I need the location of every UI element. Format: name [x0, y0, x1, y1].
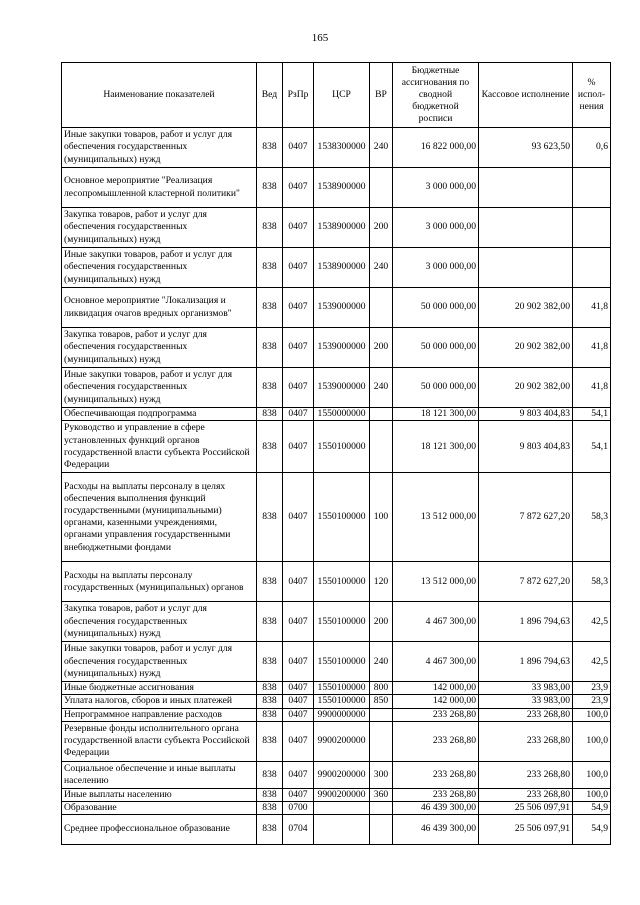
cell-csr: 1550100000: [314, 682, 370, 695]
cell-assignments: 50 000 000,00: [393, 368, 479, 408]
cell-name: Иные закупки товаров, работ и услуг для обеспечения государственных (муниципальных) нужд: [62, 642, 257, 682]
table-row: [62, 761, 611, 788]
cell-ved: 838: [257, 708, 283, 721]
table-row: [62, 708, 611, 721]
cell-ved: 838: [257, 602, 283, 642]
cell-cash-execution: 233 268,80: [479, 708, 573, 721]
cell-vr: [370, 708, 393, 721]
cell-assignments: 233 268,80: [393, 761, 479, 788]
cell-rzpr: 0407: [283, 562, 314, 602]
table-row: [62, 168, 611, 208]
cell-ved: 838: [257, 368, 283, 408]
header-assignments: Бюджетные ассигнования по сводной бюджетной росписи: [393, 63, 479, 128]
cell-name: Закупка товаров, работ и услуг для обеспечения государственных (муниципальных) нужд: [62, 602, 257, 642]
cell-csr: 1539000000: [314, 288, 370, 328]
cell-cash-execution: 25 506 097,91: [479, 815, 573, 845]
cell-cash-execution: [479, 168, 573, 208]
cell-cash-execution: 33 983,00: [479, 695, 573, 708]
header-percent: % испол-нения: [573, 63, 611, 128]
table-row: [62, 328, 611, 368]
cell-cash-execution: 20 902 382,00: [479, 328, 573, 368]
cell-rzpr: 0407: [283, 695, 314, 708]
cell-vr: [370, 168, 393, 208]
cell-assignments: 4 467 300,00: [393, 602, 479, 642]
cell-cash-execution: 20 902 382,00: [479, 288, 573, 328]
cell-name: Закупка товаров, работ и услуг для обеспечения государственных (муниципальных) нужд: [62, 208, 257, 248]
header-name: Наименование показателей: [62, 63, 257, 128]
cell-vr: 300: [370, 761, 393, 788]
cell-cash-execution: 93 623,50: [479, 128, 573, 168]
cell-rzpr: 0407: [283, 368, 314, 408]
table-row: [62, 421, 611, 473]
cell-rzpr: 0407: [283, 248, 314, 288]
cell-name: Основное мероприятие "Реализация лесопромышленной кластерной политики": [62, 168, 257, 208]
cell-ved: 838: [257, 473, 283, 562]
page-number: 165: [311, 32, 329, 44]
cell-name: Руководство и управление в сфере установленных функций органов государственной власти субъекта Российской Федерации: [62, 421, 257, 473]
cell-assignments: 233 268,80: [393, 708, 479, 721]
cell-vr: 800: [370, 682, 393, 695]
table-row: [62, 695, 611, 708]
cell-assignments: 13 512 000,00: [393, 473, 479, 562]
cell-name: Иные бюджетные ассигнования: [62, 682, 257, 695]
cell-rzpr: 0407: [283, 288, 314, 328]
table-row: [62, 721, 611, 761]
cell-percent: 42,5: [573, 602, 611, 642]
cell-name: Закупка товаров, работ и услуг для обеспечения государственных (муниципальных) нужд: [62, 328, 257, 368]
cell-assignments: 142 000,00: [393, 695, 479, 708]
cell-csr: 9900200000: [314, 788, 370, 801]
cell-cash-execution: 9 803 404,83: [479, 421, 573, 473]
cell-percent: 41,8: [573, 328, 611, 368]
cell-rzpr: 0407: [283, 761, 314, 788]
cell-csr: 1550100000: [314, 562, 370, 602]
cell-name: Непрограммное направление расходов: [62, 708, 257, 721]
cell-percent: 54,1: [573, 408, 611, 421]
table-row: [62, 208, 611, 248]
cell-percent: 100,0: [573, 788, 611, 801]
cell-csr: 1550100000: [314, 695, 370, 708]
cell-csr: 1538900000: [314, 168, 370, 208]
cell-csr: 1550100000: [314, 642, 370, 682]
table-row: [62, 368, 611, 408]
cell-cash-execution: 33 983,00: [479, 682, 573, 695]
cell-ved: 838: [257, 248, 283, 288]
cell-csr: [314, 801, 370, 814]
header-row: [62, 63, 611, 128]
cell-ved: 838: [257, 421, 283, 473]
cell-rzpr: 0407: [283, 473, 314, 562]
cell-cash-execution: 7 872 627,20: [479, 562, 573, 602]
cell-assignments: 18 121 300,00: [393, 421, 479, 473]
cell-name: Социальное обеспечение и иные выплаты населению: [62, 761, 257, 788]
cell-vr: 240: [370, 368, 393, 408]
cell-assignments: 3 000 000,00: [393, 208, 479, 248]
cell-percent: 100,0: [573, 761, 611, 788]
cell-percent: [573, 248, 611, 288]
table-row: [62, 602, 611, 642]
cell-csr: 1538300000: [314, 128, 370, 168]
cell-vr: 240: [370, 248, 393, 288]
cell-rzpr: 0407: [283, 421, 314, 473]
cell-csr: [314, 815, 370, 845]
cell-name: Обеспечивающая подпрограмма: [62, 408, 257, 421]
table-row: [62, 642, 611, 682]
cell-percent: 100,0: [573, 721, 611, 761]
table-row: [62, 128, 611, 168]
cell-vr: [370, 801, 393, 814]
cell-rzpr: 0407: [283, 408, 314, 421]
cell-assignments: 13 512 000,00: [393, 562, 479, 602]
cell-rzpr: 0700: [283, 801, 314, 814]
cell-csr: 9900200000: [314, 761, 370, 788]
cell-rzpr: 0407: [283, 788, 314, 801]
cell-rzpr: 0407: [283, 682, 314, 695]
table-row: [62, 288, 611, 328]
cell-csr: 1539000000: [314, 368, 370, 408]
cell-vr: 240: [370, 128, 393, 168]
cell-cash-execution: 7 872 627,20: [479, 473, 573, 562]
cell-assignments: 3 000 000,00: [393, 248, 479, 288]
cell-rzpr: 0407: [283, 721, 314, 761]
cell-csr: 1538900000: [314, 248, 370, 288]
cell-ved: 838: [257, 801, 283, 814]
cell-cash-execution: 233 268,80: [479, 721, 573, 761]
cell-percent: [573, 168, 611, 208]
cell-assignments: 233 268,80: [393, 788, 479, 801]
table-row: [62, 408, 611, 421]
cell-name: Резервные фонды исполнительного органа государственной власти субъекта Российской Федерации: [62, 721, 257, 761]
cell-percent: 58,3: [573, 562, 611, 602]
cell-name: Иные выплаты населению: [62, 788, 257, 801]
cell-rzpr: 0407: [283, 208, 314, 248]
cell-cash-execution: 1 896 794,63: [479, 602, 573, 642]
cell-csr: 1550100000: [314, 473, 370, 562]
cell-assignments: 233 268,80: [393, 721, 479, 761]
cell-ved: 838: [257, 408, 283, 421]
cell-name: Расходы на выплаты персоналу государственных (муниципальных) органов: [62, 562, 257, 602]
cell-vr: [370, 721, 393, 761]
cell-percent: 100,0: [573, 708, 611, 721]
header-vr: ВР: [370, 63, 393, 128]
cell-ved: 838: [257, 721, 283, 761]
cell-cash-execution: 20 902 382,00: [479, 368, 573, 408]
cell-vr: 200: [370, 208, 393, 248]
cell-percent: 54,9: [573, 815, 611, 845]
cell-ved: 838: [257, 168, 283, 208]
cell-percent: 54,9: [573, 801, 611, 814]
cell-percent: 41,8: [573, 288, 611, 328]
cell-rzpr: 0407: [283, 602, 314, 642]
cell-assignments: 18 121 300,00: [393, 408, 479, 421]
cell-name: Иные закупки товаров, работ и услуг для обеспечения государственных (муниципальных) нужд: [62, 248, 257, 288]
cell-assignments: 3 000 000,00: [393, 168, 479, 208]
cell-csr: 1550000000: [314, 408, 370, 421]
cell-percent: 42,5: [573, 642, 611, 682]
cell-csr: 1550100000: [314, 602, 370, 642]
cell-percent: 41,8: [573, 368, 611, 408]
header-rzpr: РзПр: [283, 63, 314, 128]
cell-percent: [573, 208, 611, 248]
cell-ved: 838: [257, 208, 283, 248]
cell-percent: 23,9: [573, 682, 611, 695]
cell-ved: 838: [257, 328, 283, 368]
cell-vr: 120: [370, 562, 393, 602]
cell-rzpr: 0407: [283, 168, 314, 208]
cell-vr: 200: [370, 328, 393, 368]
cell-csr: 1538900000: [314, 208, 370, 248]
cell-name: Образование: [62, 801, 257, 814]
cell-name: Среднее профессиональное образование: [62, 815, 257, 845]
cell-vr: 850: [370, 695, 393, 708]
cell-cash-execution: [479, 208, 573, 248]
table-row: [62, 473, 611, 562]
budget-table: [61, 62, 611, 845]
cell-ved: 838: [257, 695, 283, 708]
cell-vr: [370, 815, 393, 845]
cell-csr: 1539000000: [314, 328, 370, 368]
cell-vr: 240: [370, 642, 393, 682]
cell-ved: 838: [257, 788, 283, 801]
cell-assignments: 50 000 000,00: [393, 288, 479, 328]
cell-name: Основное мероприятие "Локализация и ликвидация очагов вредных организмов": [62, 288, 257, 328]
cell-ved: 838: [257, 642, 283, 682]
cell-percent: 58,3: [573, 473, 611, 562]
table-row: [62, 788, 611, 801]
cell-assignments: 46 439 300,00: [393, 815, 479, 845]
cell-cash-execution: 233 268,80: [479, 788, 573, 801]
table-row: [62, 248, 611, 288]
header-csr: ЦСР: [314, 63, 370, 128]
cell-vr: [370, 421, 393, 473]
cell-cash-execution: 233 268,80: [479, 761, 573, 788]
table-row: [62, 815, 611, 845]
cell-assignments: 4 467 300,00: [393, 642, 479, 682]
cell-cash-execution: 25 506 097,91: [479, 801, 573, 814]
cell-ved: 838: [257, 288, 283, 328]
cell-vr: [370, 408, 393, 421]
cell-cash-execution: [479, 248, 573, 288]
cell-name: Расходы на выплаты персоналу в целях обеспечения выполнения функций государственными (муниципальными) органами, казенными учреждениями, органами управления государственными внебюджетными фондами: [62, 473, 257, 562]
cell-cash-execution: 9 803 404,83: [479, 408, 573, 421]
cell-csr: 9900000000: [314, 708, 370, 721]
header-cash-execution: Кассовое исполнение: [479, 63, 573, 128]
cell-percent: 23,9: [573, 695, 611, 708]
cell-ved: 838: [257, 761, 283, 788]
cell-assignments: 142 000,00: [393, 682, 479, 695]
table-row: [62, 562, 611, 602]
table-row: [62, 801, 611, 814]
cell-percent: 54,1: [573, 421, 611, 473]
cell-rzpr: 0407: [283, 328, 314, 368]
cell-percent: 0,6: [573, 128, 611, 168]
cell-assignments: 16 822 000,00: [393, 128, 479, 168]
cell-name: Иные закупки товаров, работ и услуг для обеспечения государственных (муниципальных) нужд: [62, 368, 257, 408]
cell-ved: 838: [257, 128, 283, 168]
table-row: [62, 682, 611, 695]
cell-rzpr: 0704: [283, 815, 314, 845]
cell-name: Иные закупки товаров, работ и услуг для обеспечения государственных (муниципальных) нужд: [62, 128, 257, 168]
table-body: [62, 128, 611, 845]
cell-csr: 9900200000: [314, 721, 370, 761]
cell-cash-execution: 1 896 794,63: [479, 642, 573, 682]
cell-ved: 838: [257, 815, 283, 845]
cell-assignments: 50 000 000,00: [393, 328, 479, 368]
cell-ved: 838: [257, 562, 283, 602]
cell-vr: 360: [370, 788, 393, 801]
cell-name: Уплата налогов, сборов и иных платежей: [62, 695, 257, 708]
cell-csr: 1550100000: [314, 421, 370, 473]
cell-vr: [370, 288, 393, 328]
cell-vr: 200: [370, 602, 393, 642]
cell-rzpr: 0407: [283, 128, 314, 168]
cell-vr: 100: [370, 473, 393, 562]
cell-ved: 838: [257, 682, 283, 695]
cell-rzpr: 0407: [283, 708, 314, 721]
cell-rzpr: 0407: [283, 642, 314, 682]
header-ved: Вед: [257, 63, 283, 128]
cell-assignments: 46 439 300,00: [393, 801, 479, 814]
